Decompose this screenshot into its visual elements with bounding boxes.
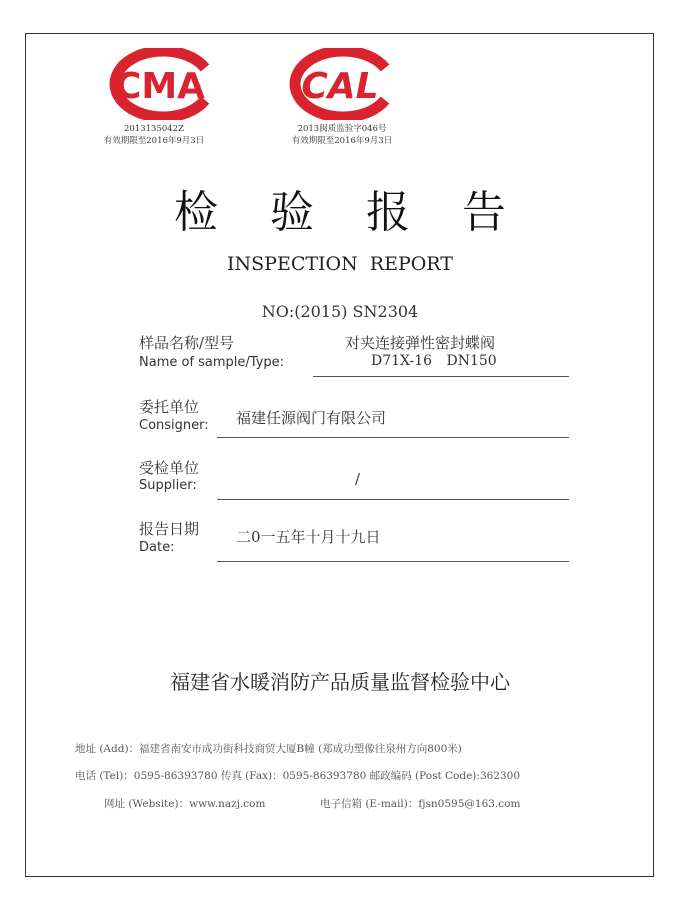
cal-cert-info: [258, 123, 426, 147]
consigner-label-en: Consigner:: [139, 418, 209, 433]
cma-cert-info: [70, 123, 238, 147]
contact-website: 网址 (Website)：www.nazj.com: [104, 798, 266, 810]
contact-email: 电子信箱 (E-mail)：fjsn0595@163.com: [320, 798, 521, 810]
cal-cert-validity: 有效期限至2016年9月3日: [291, 136, 393, 146]
date-label-en: Date:: [139, 540, 175, 555]
contact-address: 地址 (Add)：福建省南安市成功街科技商贸大厦B幢 (郑成功塑像往泉州方向800米): [75, 743, 462, 755]
supplier-label-cn: 受检单位: [139, 459, 200, 477]
consigner-label-cn: 委托单位: [139, 398, 200, 416]
date-underline: [217, 561, 569, 562]
report-title-en: INSPECTION REPORT: [227, 253, 453, 275]
sample-label-en: Name of sample/Type:: [139, 355, 285, 370]
cma-cert-number: 2013135042Z: [124, 124, 184, 134]
supplier-value: /: [355, 470, 361, 488]
date-value: 二0一五年十月十九日: [236, 528, 381, 546]
sample-type-value: D71X-16 DN150: [371, 353, 497, 369]
consigner-underline: [217, 437, 569, 438]
sample-name-value: 对夹连接弹性密封蝶阀: [345, 334, 496, 352]
cal-cert-number: 2013闽质监验字046号: [297, 124, 387, 134]
cal-logo: [280, 48, 398, 120]
cma-cert-validity: 有效期限至2016年9月3日: [103, 136, 205, 146]
sample-label-cn: 样品名称/型号: [139, 334, 235, 352]
inspection-center-name: 福建省水暖消防产品质量监督检验中心: [170, 670, 510, 694]
consigner-value: 福建任源阀门有限公司: [236, 409, 387, 427]
report-title-cn: 检验报告: [174, 187, 558, 238]
supplier-underline: [217, 499, 569, 500]
sample-underline: [313, 376, 569, 377]
supplier-label-en: Supplier:: [139, 478, 197, 493]
date-label-cn: 报告日期: [139, 520, 200, 538]
contact-phone-fax-postcode: 电话 (Tel)：0595-86393780 传真 (Fax)：0595-86393780 邮政编码 (Post Code):362300: [75, 770, 521, 782]
cma-logo-text: CMA: [114, 66, 206, 107]
cma-logo: [100, 48, 218, 120]
cal-logo-text: CAL: [301, 66, 379, 107]
report-number: NO:(2015) SN2304: [261, 302, 419, 321]
